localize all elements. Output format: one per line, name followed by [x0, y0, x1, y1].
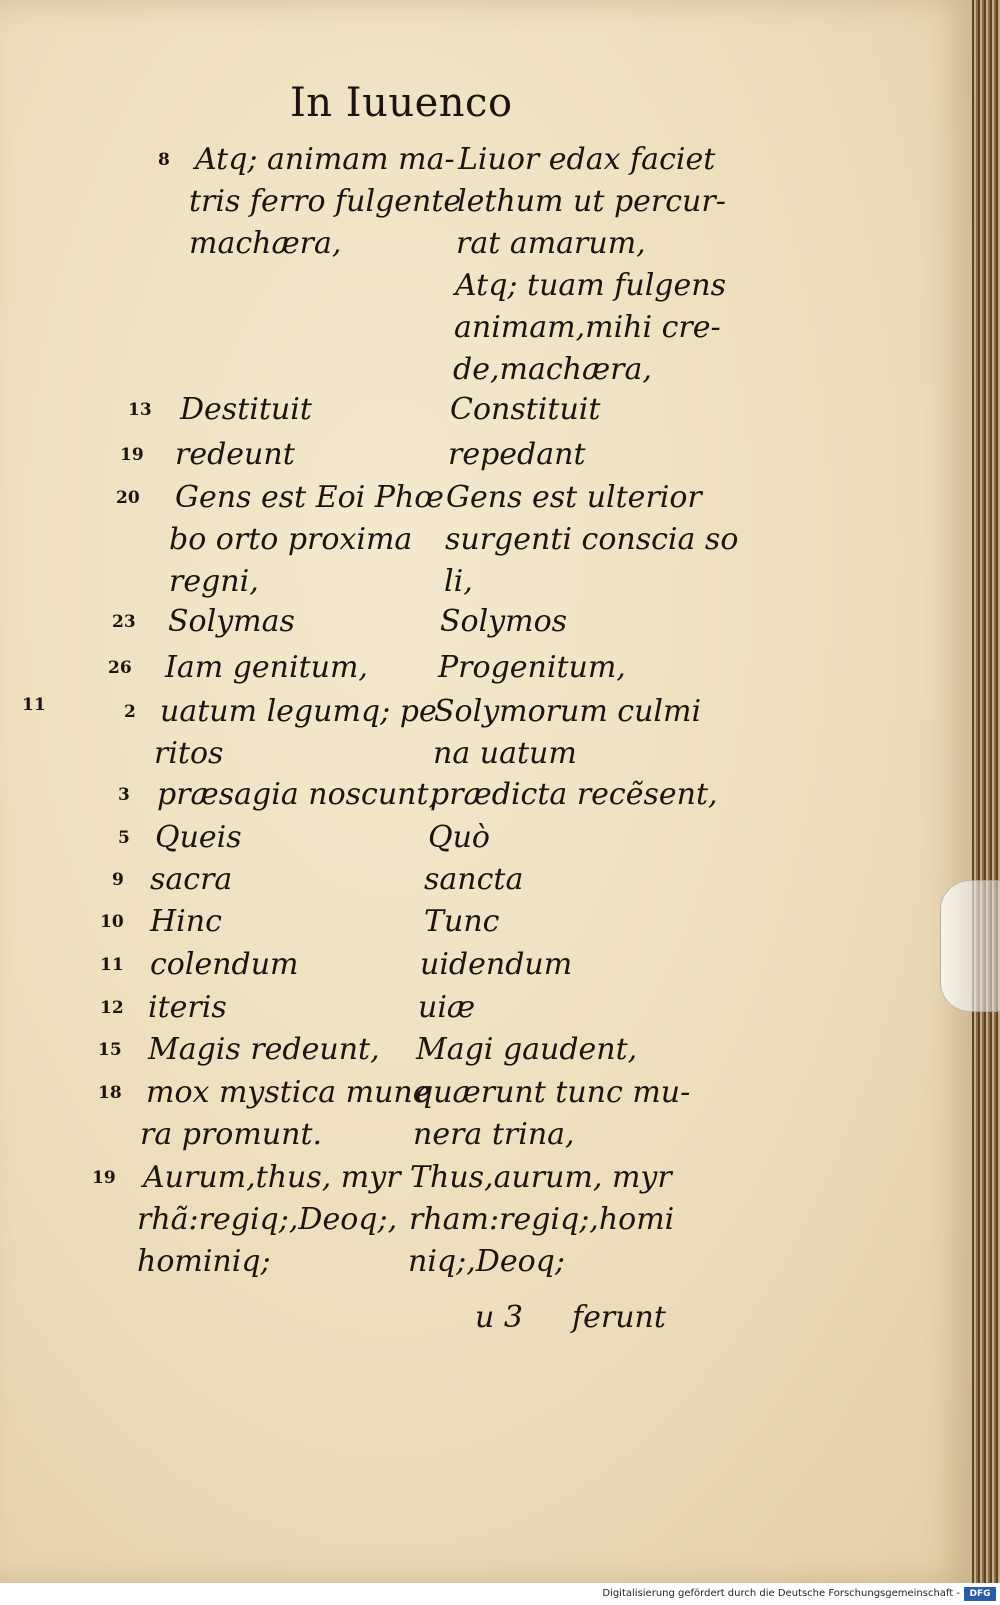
emended-reading: Tunc — [424, 904, 500, 939]
running-head: In Iuuenco — [290, 80, 513, 126]
original-reading: mox mystica mune — [146, 1075, 431, 1110]
original-reading: Queis — [155, 820, 242, 855]
margin-chapter-number: 11 — [22, 695, 46, 715]
line-number: 19 — [120, 445, 144, 465]
line-number: 13 — [128, 400, 152, 420]
emended-reading: sancta — [424, 862, 524, 897]
line-number: 18 — [98, 1083, 122, 1103]
original-reading: Solymas — [168, 604, 295, 639]
emended-reading: na uatum — [433, 736, 577, 771]
line-number: 8 — [158, 150, 170, 170]
original-reading: Magis redeunt, — [148, 1032, 380, 1067]
emended-reading: Quò — [428, 820, 490, 855]
original-reading: sacra — [150, 862, 233, 897]
emended-reading: Constituit — [450, 392, 601, 427]
emended-reading: Progenitum, — [438, 650, 626, 685]
original-reading: iteris — [148, 990, 227, 1025]
emended-reading: Gens est ulterior — [446, 480, 702, 515]
emended-reading: uidendum — [420, 947, 573, 982]
original-reading: ritos — [154, 736, 224, 771]
original-reading: Iam genitum, — [165, 650, 368, 685]
original-reading: Aurum,thus, myr — [143, 1160, 401, 1195]
original-reading: machæra, — [189, 226, 342, 261]
emended-reading: uiæ — [418, 990, 476, 1025]
line-number: 3 — [118, 785, 130, 805]
original-reading: Gens est Eoi Phœ — [175, 480, 444, 515]
original-reading: hominiq; — [137, 1244, 271, 1279]
emended-reading: quærunt tunc mu- — [414, 1075, 691, 1110]
emended-reading: repedant — [448, 437, 586, 472]
line-number: 23 — [112, 612, 136, 632]
original-reading: ra promunt. — [140, 1117, 323, 1152]
emended-reading: surgenti conscia so — [445, 522, 739, 557]
dfg-logo: DFG — [964, 1587, 996, 1601]
original-reading: Atq; animam ma- — [195, 142, 455, 177]
original-reading: tris ferro fulgente — [189, 184, 462, 219]
emended-reading: Liuor edax faciet — [458, 142, 716, 177]
original-reading: præsagia noscunt, — [157, 777, 439, 812]
original-reading: Hinc — [150, 904, 222, 939]
emended-reading: de,machæra, — [453, 352, 652, 387]
line-number: 5 — [118, 828, 130, 848]
emended-reading: animam,mihi cre- — [454, 310, 721, 345]
emended-reading: prædicta recẽsent, — [430, 777, 718, 812]
footer-credit: Digitalisierung gefördert durch die Deutsche Forschungsgemeinschaft - — [602, 1588, 960, 1599]
emended-reading: niq;,Deoq; — [408, 1244, 565, 1279]
line-number: 20 — [116, 488, 140, 508]
emended-reading: Magi gaudent, — [416, 1032, 638, 1067]
emended-reading: rat amarum, — [456, 226, 646, 261]
line-number: 26 — [108, 658, 132, 678]
emended-reading: Atq; tuam fulgens — [455, 268, 726, 303]
emended-reading: Solymos — [440, 604, 568, 639]
line-number: 19 — [92, 1168, 116, 1188]
original-reading: colendum — [150, 947, 299, 982]
emended-reading: nera trina, — [413, 1117, 575, 1152]
emended-reading: li, — [444, 564, 473, 599]
original-reading: rhã:regiq;,Deoq;, — [137, 1202, 398, 1237]
catchword: ferunt — [572, 1300, 666, 1335]
line-number: 12 — [100, 998, 124, 1018]
line-number: 11 — [100, 955, 124, 975]
page-edge — [972, 0, 1000, 1583]
emended-reading: lethum ut percur- — [457, 184, 726, 219]
original-reading: regni, — [169, 564, 259, 599]
line-number: 10 — [100, 912, 124, 932]
line-number: 2 — [124, 702, 136, 722]
signature-mark: u 3 — [475, 1300, 523, 1335]
original-reading: Destituit — [180, 392, 312, 427]
emended-reading: Thus,aurum, myr — [410, 1160, 672, 1195]
emended-reading: rham:regiq;,homi — [409, 1202, 675, 1237]
page-clip — [940, 880, 1000, 1012]
original-reading: redeunt — [175, 437, 295, 472]
emended-reading: Solymorum culmi — [434, 694, 702, 729]
line-number: 15 — [98, 1040, 122, 1060]
original-reading: uatum legumq; pe — [160, 694, 437, 729]
line-number: 9 — [112, 870, 124, 890]
original-reading: bo orto proxima — [169, 522, 413, 557]
